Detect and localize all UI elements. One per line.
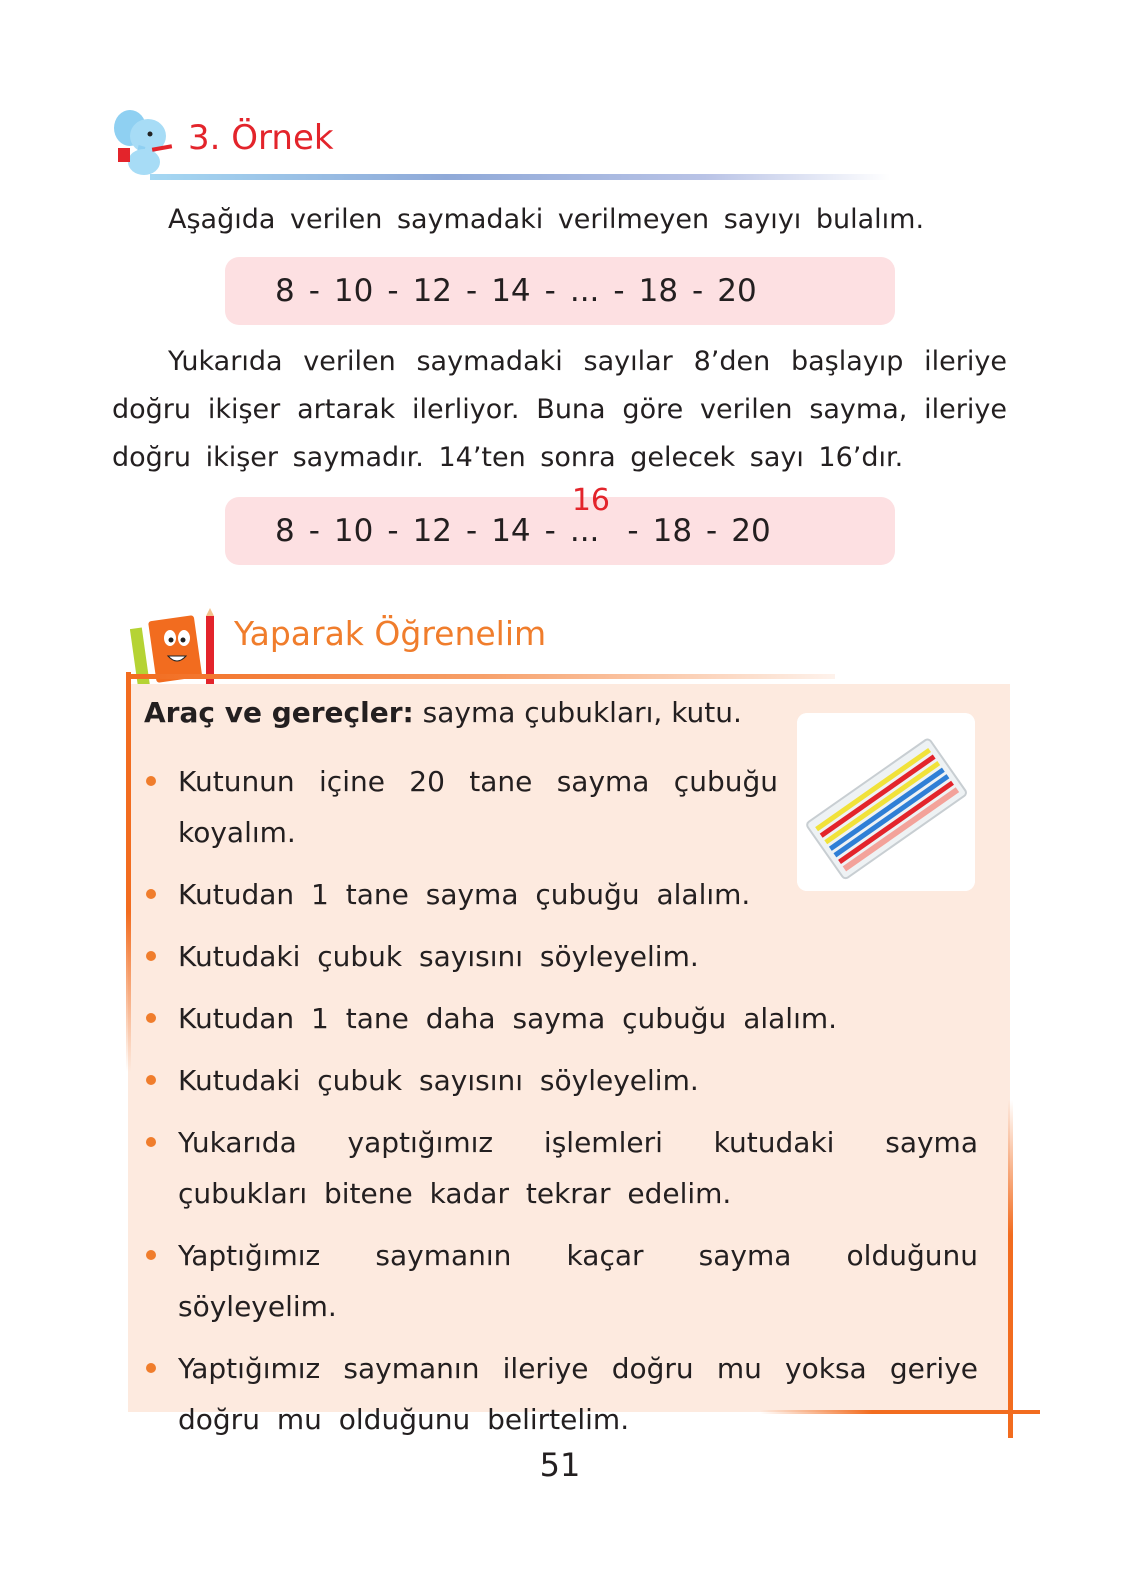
sequence-dash: - xyxy=(308,273,320,309)
sequence-number: 20 xyxy=(717,273,757,309)
activity-step: Kutudaki çubuk sayısını söyleyelim. xyxy=(144,931,978,982)
sequence-number: 12 xyxy=(412,273,453,309)
page-number: 51 xyxy=(539,1446,581,1484)
instruction-text: Aşağıda verilen saymadaki verilmeyen sayıyı bulalım. xyxy=(168,204,925,235)
sequence-dash: - xyxy=(627,513,639,549)
sequence-dash: - xyxy=(544,513,556,549)
activity-step: Yaptığımız saymanın ileriye doğru mu yoksa geriye doğru mu olduğunu belirtelim. xyxy=(144,1343,978,1445)
sequence-dash: - xyxy=(466,273,478,309)
sequence-dash: - xyxy=(706,513,718,549)
sequence-number: 18 xyxy=(638,273,679,309)
example-title: 3. Örnek xyxy=(188,118,334,158)
activity-right-border xyxy=(1008,1100,1013,1438)
sequence-dash: - xyxy=(544,273,556,309)
activity-left-border xyxy=(126,672,131,1072)
explanation-text: Yukarıda verilen saymadaki sayılar 8’den başlayıp ileriye doğru ikişer artarak ilerliyor. Buna göre verilen sayma, ileriye doğru ikişer saymadır. 14’ten sonra gelecek sayı 16’dır. xyxy=(112,346,1007,473)
activity-step: Yukarıda yaptığımız işlemleri kutudaki sayma çubukları bitene kadar tekrar edelim. xyxy=(144,1117,978,1219)
sequence-number: 10 xyxy=(333,273,374,309)
activity-title: Yaparak Öğrenelim xyxy=(234,614,547,653)
sequence-number: 12 xyxy=(412,513,453,549)
sequence-box-answer xyxy=(225,483,895,565)
missing-number-dots: ... xyxy=(569,273,600,309)
activity-steps-list xyxy=(144,756,978,1456)
activity-step: Kutudan 1 tane daha sayma çubuğu alalım. xyxy=(144,993,978,1044)
sequence-dash: - xyxy=(613,273,625,309)
title-underline xyxy=(150,174,890,180)
sequence-dash: - xyxy=(466,513,478,549)
sequence-number: 18 xyxy=(652,513,693,549)
sequence-dash: - xyxy=(387,273,399,309)
activity-step: Kutunun içine 20 tane sayma çubuğu koyalım. xyxy=(144,756,778,858)
sequence-number: 14 xyxy=(491,513,531,549)
sequence-number: 8 xyxy=(275,513,295,549)
missing-number-dots xyxy=(569,483,614,549)
sequence-dash: - xyxy=(387,513,399,549)
sequence-number: 10 xyxy=(333,513,374,549)
explanation-paragraph xyxy=(112,338,1007,482)
sequence-number: 20 xyxy=(731,513,771,549)
activity-title-underline xyxy=(130,674,835,679)
answer-number: 16 xyxy=(571,483,611,518)
sequence-dash: - xyxy=(692,273,704,309)
sequence-dash: - xyxy=(308,513,320,549)
sequence-number: 8 xyxy=(275,273,295,309)
sequence-box-question xyxy=(225,257,895,325)
elephant-mascot-icon xyxy=(112,106,178,178)
sequence-number: 14 xyxy=(491,273,531,309)
activity-step: Yaptığımız saymanın kaçar sayma olduğunu söyleyelim. xyxy=(144,1230,978,1332)
activity-step: Kutudaki çubuk sayısını söyleyelim. xyxy=(144,1055,978,1106)
tools-value: sayma çubukları, kutu. xyxy=(422,696,742,729)
tools-label: Araç ve gereçler: xyxy=(144,696,414,729)
activity-step: Kutudan 1 tane sayma çubuğu alalım. xyxy=(144,869,978,920)
missing-number-dots: ... xyxy=(569,513,600,549)
tools-line xyxy=(144,696,742,729)
